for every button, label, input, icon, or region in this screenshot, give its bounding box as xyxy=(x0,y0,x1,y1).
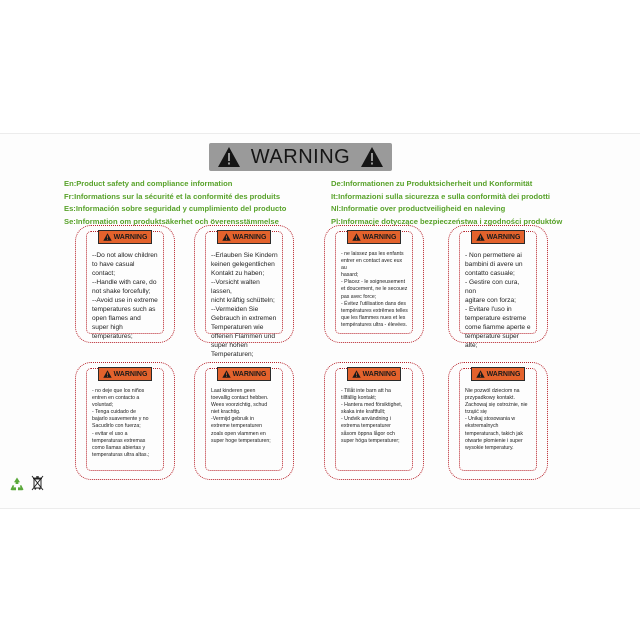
info-heading-en: En:Product safety and compliance information xyxy=(64,179,233,188)
info-heading-es: Es:Información sobre seguridad y cumplimiento del producto xyxy=(64,204,287,213)
warning-card-nl xyxy=(194,362,294,480)
info-headings-right xyxy=(331,178,562,228)
warning-label-text: WARNING xyxy=(232,370,267,378)
warning-text-de: --Erlauben Sie Kindern keinen gelegentlichen Kontakt zu haben; --Vorsicht walten lassen, nicht kräftig schütteln; --Vermeiden Sie Gebrauch in extremen Temperaturen wie offenen Flammen und super hohen Temperaturen; xyxy=(211,252,278,358)
crossed-bin-icon xyxy=(31,475,44,491)
warning-card-inner xyxy=(335,231,413,334)
warning-card-inner xyxy=(459,231,537,349)
warning-text-nl: Laat kinderen geen toevallig contact hebben. Wees voorzichtig, schud niet krachtig. -Vermijd gebruik in extreme temperaturen zoals open vlammen en super hoge temperaturen; xyxy=(211,388,271,444)
warning-card-inner xyxy=(335,368,413,471)
info-heading-it: It:Informazioni sulla sicurezza e sulla conformità dei prodotti xyxy=(331,191,550,201)
warning-card-en xyxy=(75,225,175,343)
warning-text-fr: - ne laissez pas les enfants entrer en contact avec eux au hasard; - Placez - le soigneusement et doucement, ne le secouez pas avec force; - Évitez l'utilisation dans des températures extrêmes telles que les flammes nues et les températures ultra - élevées. xyxy=(341,251,408,328)
warning-text-en: --Do not allow children to have casual contact; --Handle with care, do not shake forcefully; --Avoid use in extreme temperatures such as open flames and super high temperatures; xyxy=(92,252,158,340)
warning-card-fr xyxy=(324,225,424,343)
warning-label-text: WARNING xyxy=(486,233,521,241)
warning-text-it: - Non permettere ai bambini di avere un contatto casuale; - Gestire con cura, non agitare con forza; - Evitare l'uso in temperature estreme come fiamme aperte e temperature super alte; xyxy=(465,252,531,349)
warning-text-pl: Nie pozwól dzieciom na przypadkowy kontakt. Zachowaj się ostrożnie, nie trząść się - Unikaj stosowania w ekstremalnych temperaturach, takich jak otwarte płomienie i super wysokie temperatury. xyxy=(465,388,528,451)
safety-label-sheet xyxy=(0,133,640,509)
recycle-icon xyxy=(9,476,25,492)
info-heading-se: Se:Information om produktsäkerhet och överensstämmelse xyxy=(64,216,279,226)
info-heading-de: De:Informationen zu Produktsicherheit und Konformität xyxy=(331,179,533,188)
warning-triangle-icon xyxy=(352,370,361,378)
warning-card-inner xyxy=(86,368,164,471)
warning-label-text: WARNING xyxy=(113,370,148,378)
warning-card-it xyxy=(448,225,548,349)
warning-triangle-icon xyxy=(103,233,112,241)
info-headings-left xyxy=(64,178,286,228)
warning-label-text: WARNING xyxy=(232,233,267,241)
info-heading-pl: Pl:Informacje dotyczące bezpieczeństwa i zgodności produktów xyxy=(331,216,563,226)
warning-triangle-icon xyxy=(222,233,231,241)
info-heading-fr: Fr:Informations sur la sécurité et la conformité des produits xyxy=(64,191,281,201)
warning-title: WARNING xyxy=(250,145,351,168)
warning-label xyxy=(98,230,152,244)
warning-label-text: WARNING xyxy=(113,233,148,241)
warning-label xyxy=(471,230,525,244)
warning-triangle-icon xyxy=(476,370,485,378)
warning-card-inner xyxy=(205,231,283,358)
warning-triangle-icon xyxy=(217,146,241,168)
warning-card-inner xyxy=(205,368,283,471)
info-heading-nl: Nl:Informatie over productveiligheid en naleving xyxy=(331,204,506,213)
warning-triangle-icon xyxy=(476,233,485,241)
warning-triangle-icon xyxy=(222,370,231,378)
warning-label xyxy=(347,230,401,244)
warning-text-se: - Tillåt inte barn att ha tillfällig kontakt; - Hantera med försiktighet, skaka inte kraftfullt; - Undvik användning i extrema temperaturer såsom öppna lågor och super höga temperaturer; xyxy=(341,388,403,444)
warning-card-inner xyxy=(459,368,537,471)
warning-banner xyxy=(209,143,392,171)
warning-triangle-icon xyxy=(103,370,112,378)
warning-label xyxy=(217,230,271,244)
warning-card-pl xyxy=(448,362,548,480)
warning-label-text: WARNING xyxy=(362,233,397,241)
warning-card-es xyxy=(75,362,175,480)
warning-text-es: - no deje que los niños entren en contacto a voluntad; - Tenga cuidado de bajarlo suavemente y no Sacudirlo con fuerza; - evitar el uso a temperaturas extremas como llamas abiertas y temperaturas ultra altas.; xyxy=(92,388,150,458)
warning-triangle-icon xyxy=(360,146,384,168)
warning-triangle-icon xyxy=(352,233,361,241)
warning-label xyxy=(471,367,525,381)
warning-label xyxy=(98,367,152,381)
warning-label-text: WARNING xyxy=(486,370,521,378)
warning-card-inner xyxy=(86,231,164,340)
warning-card-se xyxy=(324,362,424,480)
warning-label-text: WARNING xyxy=(362,370,397,378)
warning-label xyxy=(217,367,271,381)
warning-label xyxy=(347,367,401,381)
warning-card-de xyxy=(194,225,294,358)
